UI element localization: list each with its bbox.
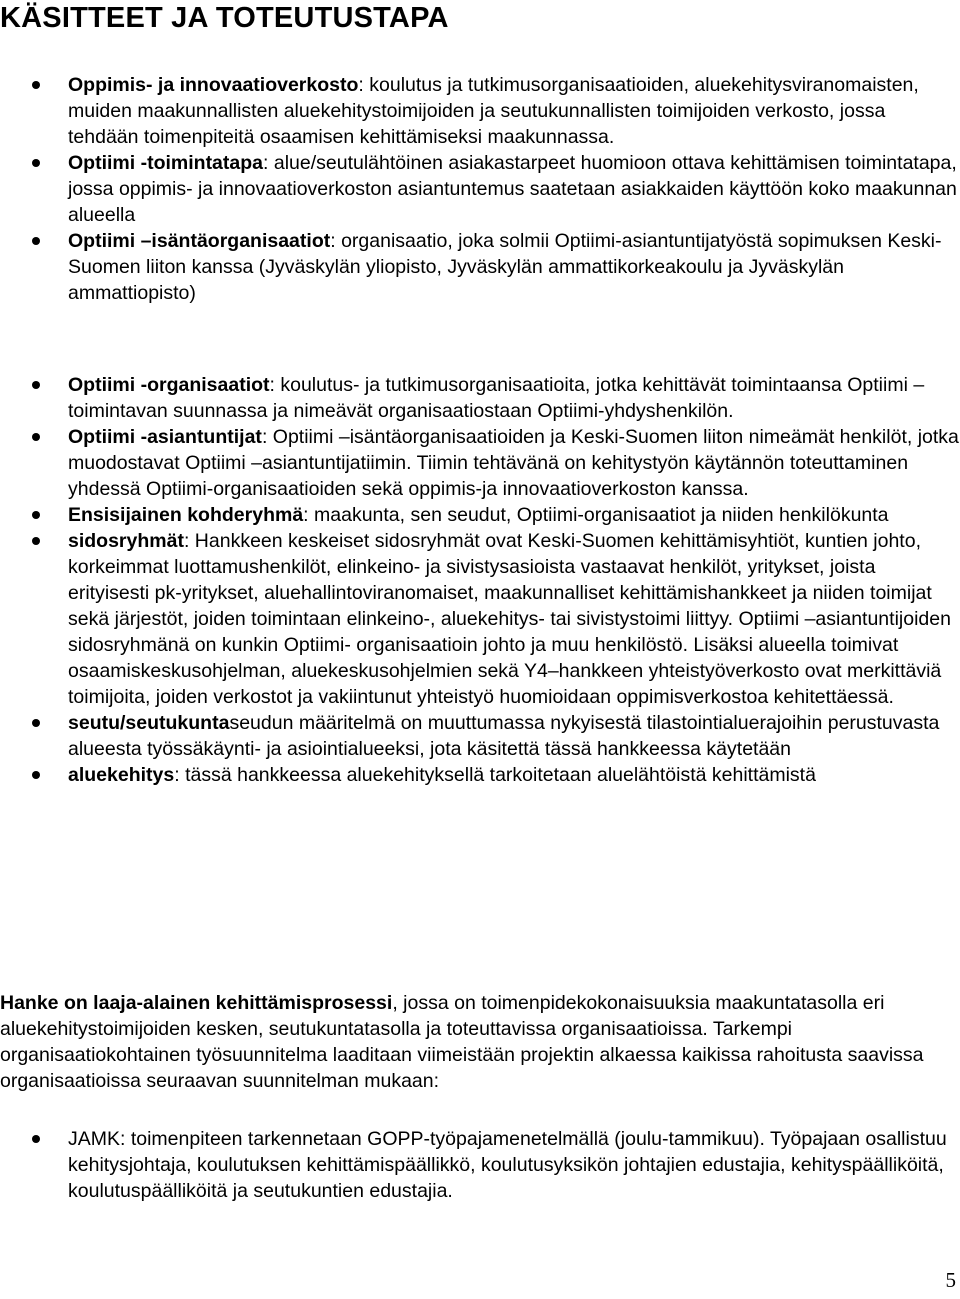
page-number: 5 <box>945 1268 956 1292</box>
paragraph-term: Hanke on laaja-alainen kehittämisprosessi <box>0 992 393 1014</box>
separator: : <box>263 152 274 174</box>
term: Optiimi -asiantuntijat <box>68 426 262 448</box>
bullet-icon <box>32 159 40 167</box>
definition: seudun määritelmä on muuttumassa nykyisestä tilastointialuerajoihin perustuvasta alueesta työssäkäynti- ja asiointialueeksi, jota käsitettä tässä hankkeessa käytetään <box>68 712 940 760</box>
body-paragraph <box>0 990 958 1094</box>
bullet-icon <box>32 511 40 519</box>
separator: : <box>183 530 195 552</box>
plan-list <box>0 1126 960 1204</box>
list-item <box>0 228 960 306</box>
term: Optiimi -organisaatiot <box>68 374 270 396</box>
bullet-icon <box>32 1135 40 1143</box>
separator: : <box>330 230 342 252</box>
bullet-icon <box>32 537 40 545</box>
term: Oppimis- ja innovaatioverkosto <box>68 74 359 96</box>
plan-item-text: JAMK: toimenpiteen tarkennetaan GOPP-työpajamenetelmällä (joulu-tammikuu). Työpajaan osallistuu kehitysjohtaja, koulutuksen kehittämispäällikkö, koulutusyksikön johtajien edustajia, kehityspäälliköitä, koulutuspäälliköitä ja seutukuntien edustajia. <box>68 1128 947 1202</box>
bullet-icon <box>32 381 40 389</box>
definition: organisaatio, joka solmii Optiimi-asiantuntijatyöstä sopimuksen Keski-Suomen liiton kanssa (Jyväskylän yliopisto, Jyväskylän ammattikorkeakoulu ja Jyväskylän ammattiopisto) <box>68 230 942 304</box>
separator: : <box>303 504 315 526</box>
definition: alue/seutulähtöinen asiakastarpeet huomioon ottava kehittämisen toimintatapa, jossa oppimis- ja innovaatioverkoston asiantuntemus saatetaan asiakkaiden käyttöön koko maakunnan alueella <box>68 152 957 226</box>
term: aluekehitys <box>68 764 175 786</box>
definitions-list-2 <box>0 372 960 788</box>
definition: Hankkeen keskeiset sidosryhmät ovat Keski-Suomen kehittämisyhtiöt, kuntien johto, korkeimmat luottamushenkilöt, elinkeino- ja sivistysasioista vastaavat henkilöt, yritykset, joista erityisesti pk-yritykset, aluehallintoviranomaiset, maakunnalliset kehittämishankkeet ja niiden toimijat sekä järjestöt, joiden toimintaan elinkeino-, aluekehitys- tai sivistystoimi liittyy. Optiimi –asiantuntijoiden sidosryhmänä on kunkin Optiimi- organisaatioin johto ja muu henkilöstö. Lisäksi alueella toimivat osaamiskeskusohjelman, aluekeskusohjelmien sekä Y4–hankkeen yhteistyöverkosto ovat merkittäviä toimijoita, joiden verkostot ja vakiintunut yhteistyö huomioidaan oppimisverkostoa kehitettäessä. <box>68 530 951 708</box>
term: seutu/seutukunta <box>68 712 230 734</box>
definition: Optiimi –isäntäorganisaatioiden ja Keski-Suomen liiton nimeämät henkilöt, jotka muodostavat Optiimi –asiantuntijatiimin. Tiimin tehtävänä on kehitystyön käytännön toteuttaminen yhdessä Optiimi-organisaatioiden sekä oppimis-ja innovaatioverkoston kanssa. <box>68 426 959 500</box>
list-item <box>0 528 960 710</box>
list-item <box>0 502 960 528</box>
list-item <box>0 710 960 762</box>
bullet-icon <box>32 719 40 727</box>
term: Optiimi –isäntäorganisaatiot <box>68 230 331 252</box>
list-item <box>0 1126 960 1204</box>
definition: tässä hankkeessa aluekehityksellä tarkoitetaan aluelähtöistä kehittämistä <box>185 764 816 786</box>
separator: : <box>261 426 273 448</box>
separator: : <box>174 764 186 786</box>
list-item <box>0 762 960 788</box>
bullet-icon <box>32 237 40 245</box>
definition: koulutus ja tutkimusorganisaatioiden, aluekehitysviranomaisten, muiden maakunnallisten aluekehitystoimijoiden ja seutukunnallisten toimijoiden verkosto, jossa tehdään toimenpiteitä osaamisen kehittämiseksi maakunnassa. <box>68 74 919 148</box>
list-item <box>0 72 960 150</box>
term: Ensisijainen kohderyhmä <box>68 504 304 526</box>
definition: maakunta, sen seudut, Optiimi-organisaatiot ja niiden henkilökunta <box>314 504 889 526</box>
bullet-icon <box>32 433 40 441</box>
separator: : <box>358 74 370 96</box>
list-item <box>0 150 960 228</box>
term: sidosryhmät <box>68 530 184 552</box>
definition: koulutus- ja tutkimusorganisaatioita, jotka kehittävät toimintaansa Optiimi –toimintavan suunnassa ja nimeävät organisaatiostaan Optiimi-yhdyshenkilön. <box>68 374 925 422</box>
separator: : <box>269 374 281 396</box>
paragraph-text: , jossa on toimenpidekokonaisuuksia maakuntatasolla eri aluekehitystoimijoiden kesken, seutukuntatasolla ja toteuttavissa organisaatioissa. Tarkempi organisaatiokohtainen työsuunnitelma laaditaan viimeistään projektin alkaessa kaikissa rahoitusta saavissa organisaatioissa seuraavan suunnitelman mukaan: <box>0 992 924 1092</box>
term: Optiimi -toimintatapa <box>68 152 263 174</box>
bullet-icon <box>32 771 40 779</box>
page-title: KÄSITTEET JA TOTEUTUSTAPA <box>0 2 449 34</box>
list-item <box>0 372 960 424</box>
bullet-icon <box>32 81 40 89</box>
definitions-list-1 <box>0 72 960 306</box>
list-item <box>0 424 960 502</box>
